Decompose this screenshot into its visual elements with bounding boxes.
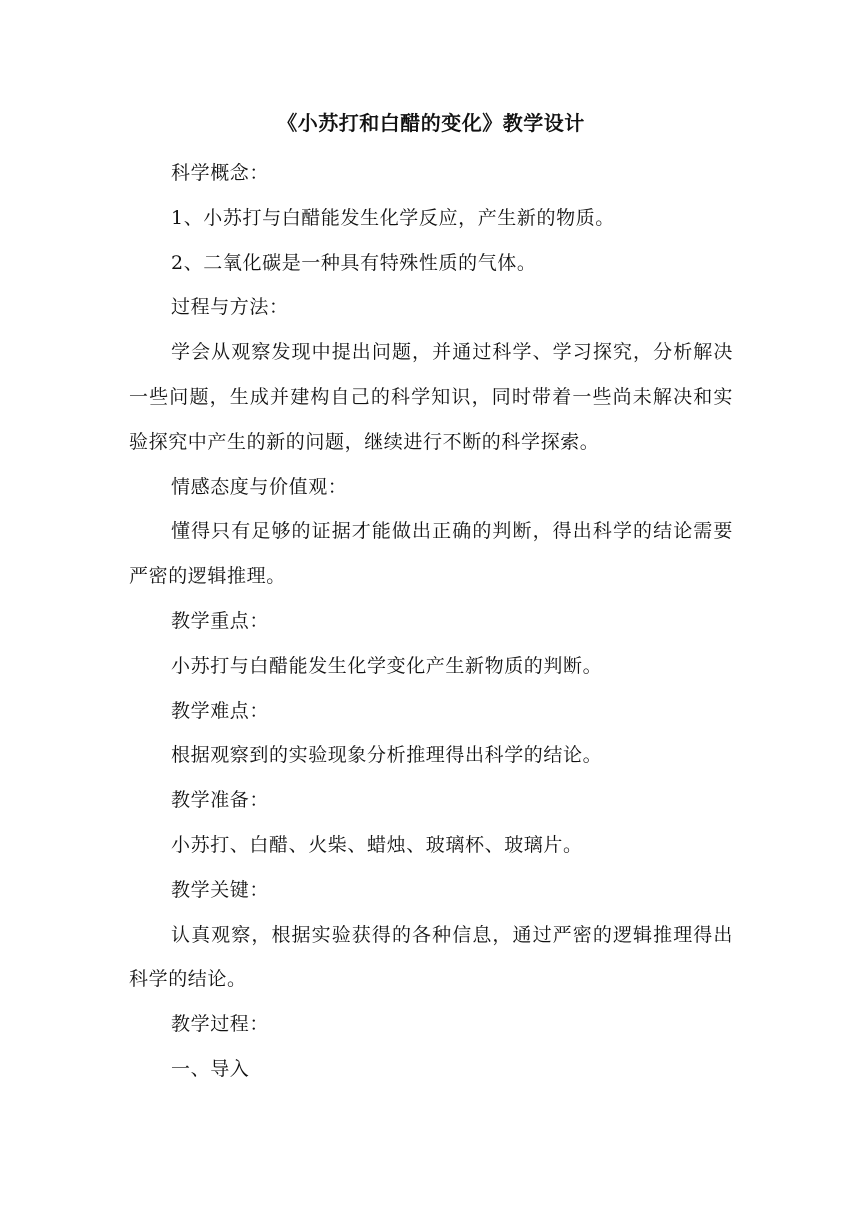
- concept-item-2: 2、二氧化碳是一种具有特殊性质的气体。: [171, 251, 537, 274]
- attitudes-values-text: 懂得只有足够的证据才能做出正确的判断，得出科学的结论需要严密的逻辑推理。: [129, 520, 733, 588]
- document-body: [129, 108, 733, 1092]
- heading-teaching-process: 教学过程：: [171, 1013, 270, 1036]
- section-introduction: 一、导入: [171, 1057, 250, 1080]
- heading-teaching-key: 教学关键：: [171, 878, 270, 901]
- teaching-focus-text: 小苏打与白醋能发生化学变化产生新物质的判断。: [171, 654, 603, 677]
- heading-teaching-focus: 教学重点：: [171, 609, 270, 632]
- teaching-preparation-text: 小苏打、白醋、火柴、蜡烛、玻璃杯、玻璃片。: [171, 833, 583, 856]
- document-title: 《小苏打和白醋的变化》教学设计: [277, 111, 585, 135]
- teaching-key-text: 认真观察，根据实验获得的各种信息，通过严密的逻辑推理得出科学的结论。: [129, 923, 733, 991]
- heading-science-concepts: 科学概念：: [171, 162, 270, 184]
- heading-teaching-difficulty: 教学难点：: [171, 699, 270, 722]
- heading-process-methods: 过程与方法：: [171, 296, 289, 319]
- concept-item-1: 1、小苏打与白醋能发生化学反应，产生新的物质。: [171, 206, 615, 229]
- teaching-difficulty-text: 根据观察到的实验现象分析推理得出科学的结论。: [171, 744, 603, 767]
- heading-teaching-preparation: 教学准备：: [171, 789, 270, 812]
- heading-attitudes-values: 情感态度与价值观：: [171, 475, 348, 498]
- process-methods-text: 学会从观察发现中提出问题，并通过科学、学习探究，分析解决一些问题，生成并建构自己的科学知识，同时带着一些尚未解决和实验探究中产生的新的问题，继续进行不断的科学探索。: [129, 341, 733, 453]
